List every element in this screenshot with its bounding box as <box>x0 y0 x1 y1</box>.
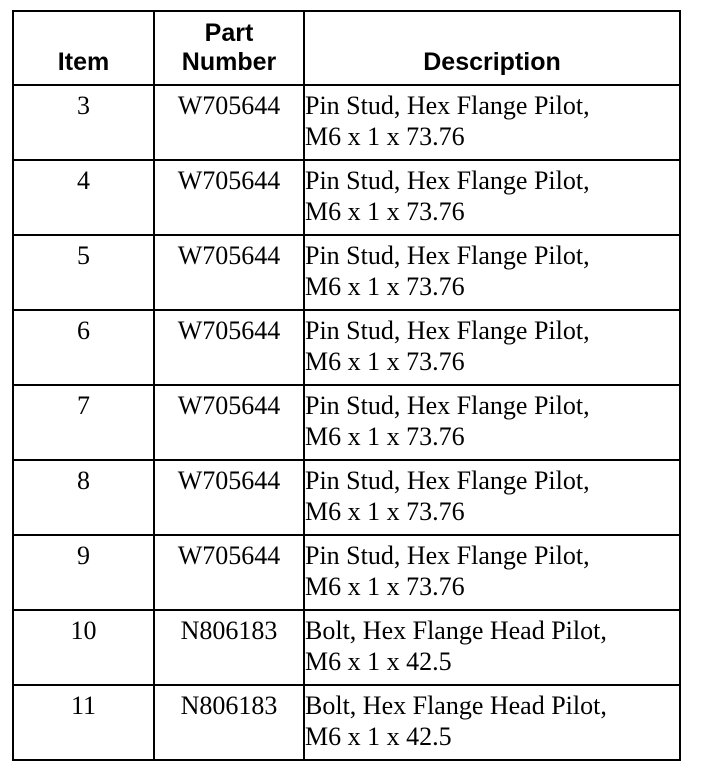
description-line1: Pin Stud, Hex Flange Pilot, <box>305 316 590 345</box>
header-part-number <box>154 11 304 85</box>
description-line2: M6 x 1 x 73.76 <box>305 422 465 451</box>
item-cell: 8 <box>13 460 154 535</box>
part-number-cell: N806183 <box>154 685 304 760</box>
table-row <box>13 535 680 610</box>
description-line1: Pin Stud, Hex Flange Pilot, <box>305 91 590 120</box>
part-number-cell: N806183 <box>154 610 304 685</box>
part-number-cell: W705644 <box>154 160 304 235</box>
item-cell: 5 <box>13 235 154 310</box>
description-line2: M6 x 1 x 42.5 <box>305 722 452 751</box>
table-row <box>13 460 680 535</box>
header-description <box>304 11 680 85</box>
description-line1: Pin Stud, Hex Flange Pilot, <box>305 541 590 570</box>
item-cell: 6 <box>13 310 154 385</box>
header-row <box>13 11 680 85</box>
item-cell: 9 <box>13 535 154 610</box>
part-number-cell: W705644 <box>154 235 304 310</box>
description-line1: Pin Stud, Hex Flange Pilot, <box>305 241 590 270</box>
description-line1: Bolt, Hex Flange Head Pilot, <box>305 691 607 720</box>
parts-table <box>12 10 681 761</box>
description-cell <box>304 460 680 535</box>
description-line1: Pin Stud, Hex Flange Pilot, <box>305 391 590 420</box>
description-line2: M6 x 1 x 73.76 <box>305 197 465 226</box>
part-number-cell: W705644 <box>154 310 304 385</box>
description-cell <box>304 610 680 685</box>
item-cell: 10 <box>13 610 154 685</box>
description-line2: M6 x 1 x 73.76 <box>305 497 465 526</box>
description-cell <box>304 235 680 310</box>
part-number-cell: W705644 <box>154 385 304 460</box>
header-item <box>13 11 154 85</box>
table-row <box>13 235 680 310</box>
description-line1: Pin Stud, Hex Flange Pilot, <box>305 166 590 195</box>
table-row <box>13 610 680 685</box>
table-row <box>13 385 680 460</box>
header-part-line2: Number <box>181 48 277 76</box>
description-line2: M6 x 1 x 73.76 <box>305 122 465 151</box>
header-item-label: Item <box>57 48 110 76</box>
description-cell <box>304 85 680 160</box>
description-cell <box>304 310 680 385</box>
description-cell <box>304 535 680 610</box>
item-cell: 4 <box>13 160 154 235</box>
description-line2: M6 x 1 x 73.76 <box>305 572 465 601</box>
description-line2: M6 x 1 x 73.76 <box>305 347 465 376</box>
description-line2: M6 x 1 x 42.5 <box>305 647 452 676</box>
item-cell: 7 <box>13 385 154 460</box>
description-cell <box>304 385 680 460</box>
part-number-cell: W705644 <box>154 460 304 535</box>
part-number-cell: W705644 <box>154 85 304 160</box>
header-part-line1: Part <box>204 19 254 47</box>
description-cell <box>304 160 680 235</box>
description-cell <box>304 685 680 760</box>
description-line1: Pin Stud, Hex Flange Pilot, <box>305 466 590 495</box>
table-row <box>13 85 680 160</box>
part-number-cell: W705644 <box>154 535 304 610</box>
item-cell: 11 <box>13 685 154 760</box>
table-row <box>13 310 680 385</box>
header-description-label: Description <box>423 48 561 76</box>
description-line2: M6 x 1 x 73.76 <box>305 272 465 301</box>
table-row <box>13 685 680 760</box>
table-row <box>13 160 680 235</box>
item-cell: 3 <box>13 85 154 160</box>
description-line1: Bolt, Hex Flange Head Pilot, <box>305 616 607 645</box>
